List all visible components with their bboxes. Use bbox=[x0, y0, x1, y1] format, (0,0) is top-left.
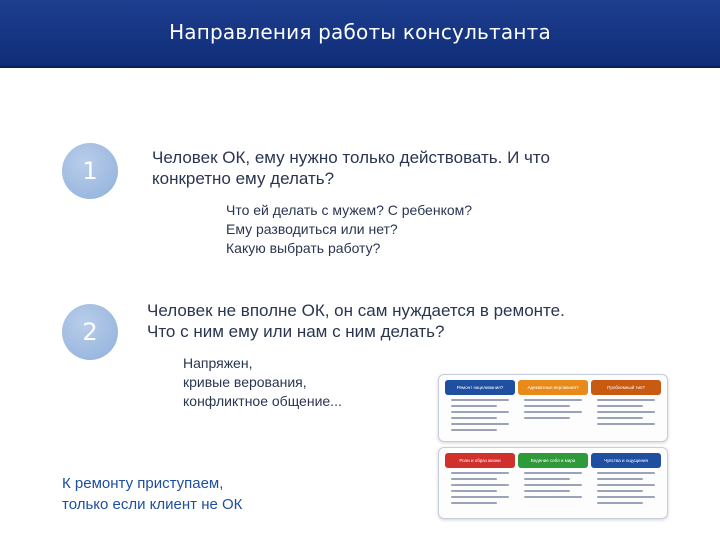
thumb-2-column-1 bbox=[445, 453, 515, 504]
diagram-thumbnail-2 bbox=[438, 447, 668, 519]
number-badge-1: 1 bbox=[62, 143, 118, 199]
item-1-heading-line-2: конкретно ему делать? bbox=[152, 169, 335, 188]
diagram-thumbnail-1 bbox=[438, 374, 668, 442]
thumb-1-column-1 bbox=[445, 380, 515, 431]
item-2-heading-line-1: Человек не вполне ОК, он сам нуждается в ремонте. bbox=[147, 301, 565, 320]
item-2-heading-line-2: Что с ним ему или нам с ним делать? bbox=[147, 322, 445, 341]
item-1-example-line-2: Ему разводиться или нет? bbox=[226, 221, 398, 237]
thumb-2-column-2 bbox=[518, 453, 588, 498]
thumb-1-column-2-header: Адекватные верования? bbox=[518, 380, 588, 395]
item-2-example-line-3: конфликтное общение... bbox=[183, 393, 342, 409]
number-badge-2: 2 bbox=[62, 304, 118, 360]
slide-title: Направления работы консультанта bbox=[169, 20, 551, 44]
thumb-1-column-3-header: Проблемный тип? bbox=[591, 380, 661, 395]
item-1-example-line-3: Какую выбрать работу? bbox=[226, 240, 381, 256]
thumb-1-column-2 bbox=[518, 380, 588, 419]
thumb-1-column-3 bbox=[591, 380, 661, 425]
note-line-2: только если клиент не ОК bbox=[62, 496, 243, 513]
item-1-heading-line-1: Человек ОК, ему нужно только действовать. И что bbox=[152, 148, 550, 167]
thumb-2-column-2-header: Ведение себя и мира bbox=[518, 453, 588, 468]
thumb-2-column-3 bbox=[591, 453, 661, 504]
item-1-example-line-1: Что ей делать с мужем? С ребенком? bbox=[226, 202, 473, 218]
note-line-1: К ремонту приступаем, bbox=[62, 475, 224, 492]
item-2-example-line-1: Напряжен, bbox=[183, 355, 253, 371]
title-bar bbox=[0, 0, 720, 68]
thumb-2-column-3-header: Чувства и ощущения bbox=[591, 453, 661, 468]
thumb-2-column-1-header: Роли и образ жизни bbox=[445, 453, 515, 468]
item-2-example-line-2: кривые верования, bbox=[183, 374, 307, 390]
thumb-1-column-1-header: Ремонт нацеливания? bbox=[445, 380, 515, 395]
